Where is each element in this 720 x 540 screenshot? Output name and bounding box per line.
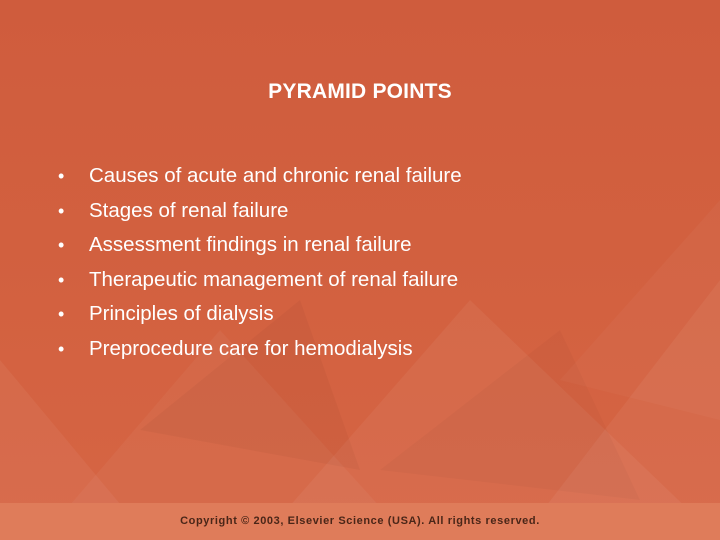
bullet-marker: • <box>58 166 65 186</box>
bullet-text: Assessment findings in renal failure <box>89 233 412 257</box>
bullet-text: Causes of acute and chronic renal failure <box>89 164 462 187</box>
bullet-marker: • <box>58 200 65 221</box>
bullet-text: Stages of renal failure <box>89 198 289 222</box>
copyright-notice: Copyright © 2003, Elsevier Science (USA). All rights reserved. <box>180 515 540 527</box>
bullet-marker: • <box>58 338 65 359</box>
bullet-marker: • <box>58 304 65 325</box>
slide-title: PYRAMID POINTS <box>268 80 452 103</box>
bullet-text: Therapeutic management of renal failure <box>89 267 459 291</box>
bullet-text: Preprocedure care for hemodialysis <box>89 336 413 360</box>
bullet-marker: • <box>58 269 65 290</box>
bullet-text: Principles of dialysis <box>89 302 274 326</box>
bullet-marker: • <box>58 235 65 256</box>
